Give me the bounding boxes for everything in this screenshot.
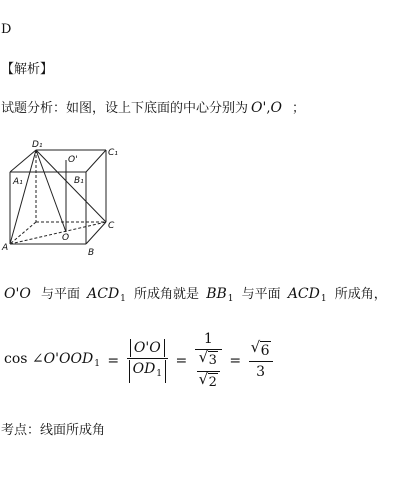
label-O: O [62,233,70,243]
cosine-formula [4,330,273,392]
label-Oprime: O' [68,155,78,165]
analysis-end: ； [292,101,306,116]
fraction-result: √ 6 3 [249,341,273,381]
label-C1: C₁ [108,148,118,158]
key-point-text: 线面所成角 [40,423,106,438]
label-A1: A₁ [13,177,23,187]
edge-AD-hidden [10,222,36,244]
statement-text-2: 所成角就是 [134,287,200,302]
center-upper: O' [251,100,267,116]
label-C: C [108,221,115,231]
answer-option: D [1,22,12,37]
label-B: B [88,248,95,258]
edge-A1D1 [10,150,36,172]
fraction-abs [127,339,168,383]
section-heading: 【解析】 [1,62,54,77]
statement-line [4,286,387,307]
label-A: A [2,243,9,253]
fraction-root: 1 √ 3 √ 2 [195,330,222,392]
separator: , [266,101,271,116]
equals-2: = [175,353,188,369]
statement-text-1: 与平面 [40,287,80,302]
analysis-line [1,100,305,117]
abs-OD1: $OD_1$ [129,360,166,383]
label-D1: D₁ [32,140,43,150]
edge-C1B1 [86,150,106,172]
center-lower: O [270,100,282,116]
line-AC-hidden [10,222,106,244]
analysis-label: 试题分析： [1,101,67,116]
analysis-text: 如图，设上下底面的中心分别为 [66,101,249,116]
plane-ACD1-b: $ACD_1$ [287,286,327,304]
line-D1A [10,150,36,244]
key-point-label: 考点： [1,423,41,438]
line-D1O [36,150,66,232]
statement-text-4: 所成角， [334,287,387,302]
line-BB1: $BB_1$ [206,286,234,304]
statement-text-3: 与平面 [241,287,281,302]
equals-1: = [107,353,120,369]
abs-OO: O'O [130,339,165,357]
segment-OO: O'O [4,286,31,302]
cube-figure [0,138,130,258]
plane-ACD1: $ACD_1$ [87,286,126,304]
formula-lhs: $\cos \angle O'OOD_1$ [4,350,100,369]
label-B1: B₁ [74,176,84,186]
equals-3: = [229,353,242,369]
key-point-line [1,423,105,439]
edge-BC [86,222,106,244]
